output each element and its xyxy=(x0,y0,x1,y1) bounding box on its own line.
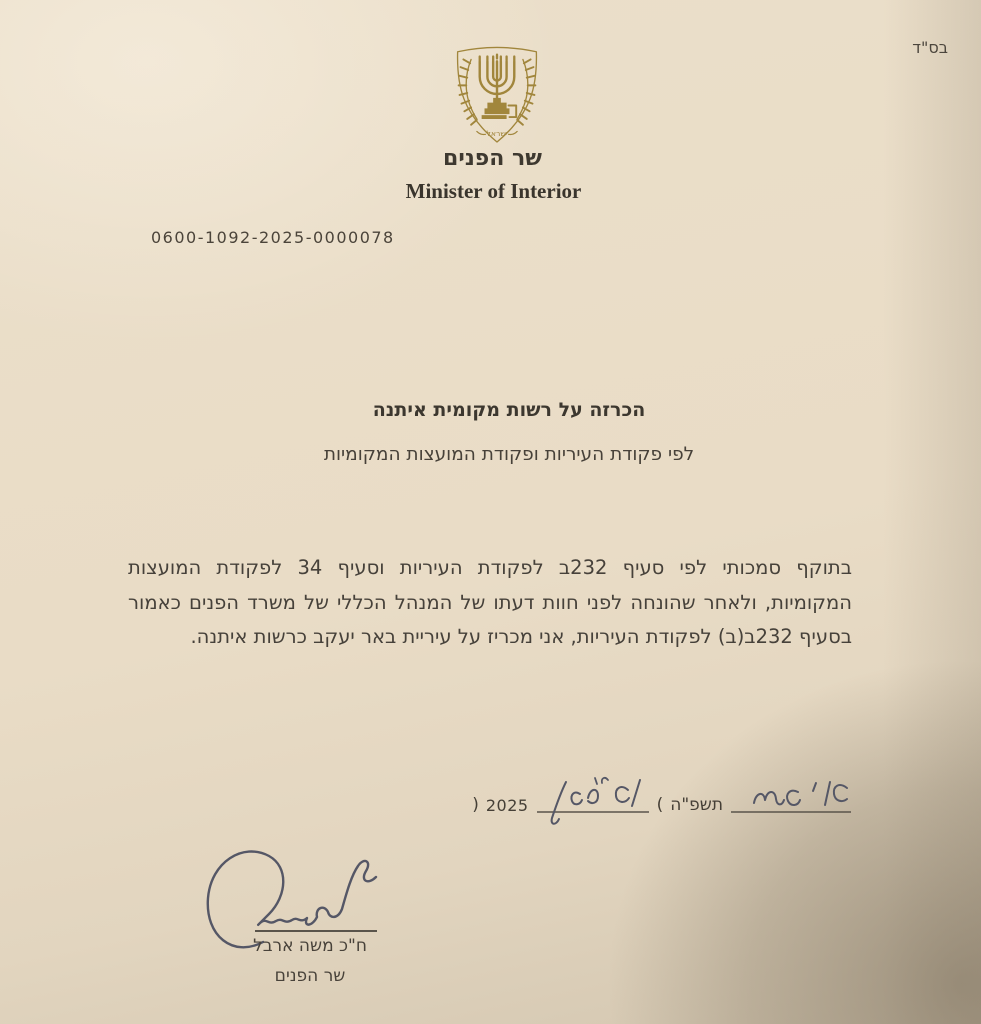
close-paren: ) xyxy=(656,795,664,815)
body-paragraph: בתוקף סמכותי לפי סעיף 232ב לפקודת העיריות וסעיף 34 לפקודת המועצות המקומיות, ולאחר שהונחה לפני חוות דעתו של המנהל הכללי של משרד הפנים כאמור בסעיף 232ב(ב) לפקודת העיריות, אני מכריז על עיריית באר יעקב כרשות איתנה. xyxy=(128,556,853,648)
document-title: הכרזה על רשות מקומית איתנה xyxy=(372,399,646,421)
hebrew-year: תשפ"ה xyxy=(670,795,723,815)
gregorian-year: 2025 xyxy=(485,796,529,815)
signatory-title: שר הפנים xyxy=(274,966,346,986)
bsd-mark: בס"ד xyxy=(912,38,948,57)
reference-number: 0600-1092-2025-0000078 xyxy=(151,228,395,247)
ministry-title-hebrew: שר הפנים xyxy=(443,146,542,171)
open-paren: ( xyxy=(472,795,479,815)
hebrew-date-handwriting xyxy=(730,770,852,820)
emblem-caption: ישראל xyxy=(486,129,508,139)
israel-state-emblem-icon xyxy=(449,40,545,148)
gregorian-date-handwriting xyxy=(536,770,650,820)
ministry-title-english: Minister of Interior xyxy=(405,179,582,203)
date-line xyxy=(472,770,852,820)
signatory-name: ח"כ משה ארבל xyxy=(253,936,367,956)
document-subtitle: לפי פקודת העיריות ופקודת המועצות המקומיות xyxy=(323,444,695,465)
